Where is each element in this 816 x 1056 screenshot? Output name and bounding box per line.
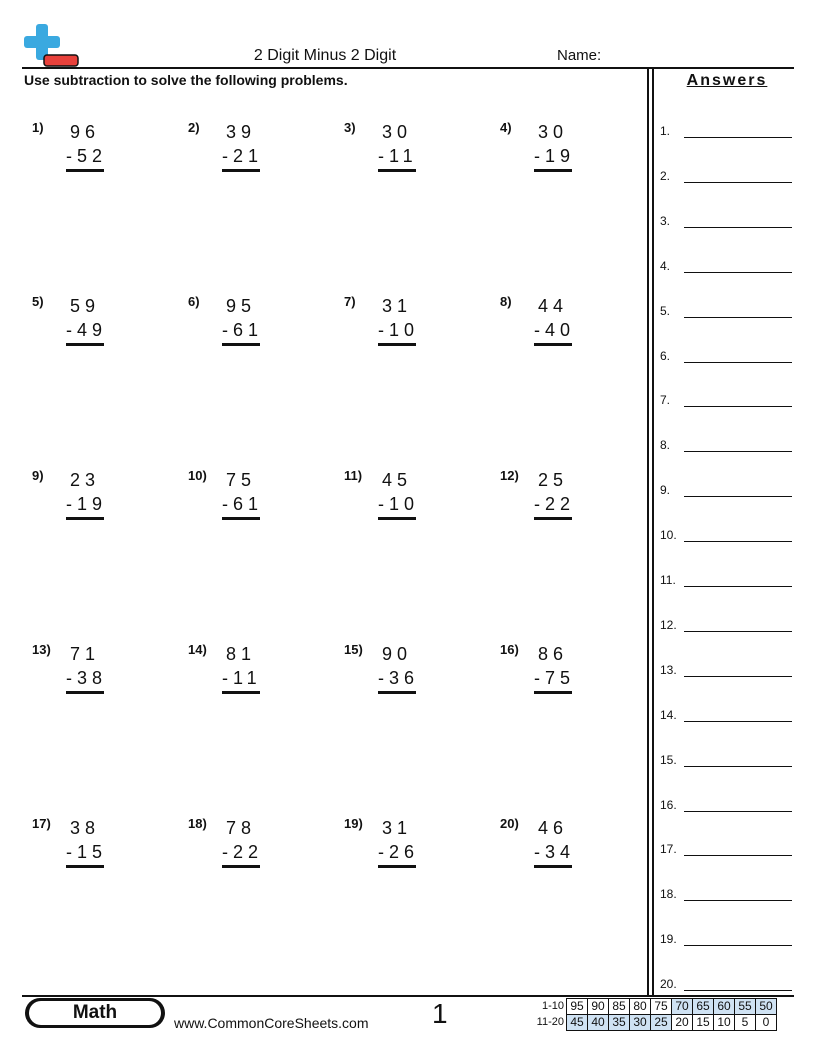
score-key-cell: 0	[756, 1015, 777, 1031]
answer-number: 10.	[660, 528, 677, 543]
problem-number: 20)	[500, 816, 519, 831]
answer-underline	[222, 691, 260, 694]
problem-18	[188, 816, 298, 876]
problem-8	[500, 294, 610, 354]
answer-number: 15.	[660, 752, 677, 767]
minuend: 86	[538, 644, 569, 664]
answer-blank[interactable]	[684, 676, 792, 677]
answer-blank[interactable]	[684, 496, 792, 497]
minuend: 75	[226, 470, 257, 490]
problem-number: 9)	[32, 468, 44, 483]
answer-number: 7.	[660, 393, 671, 408]
score-key-cell: 55	[735, 999, 756, 1015]
problem-number: 4)	[500, 120, 512, 135]
answer-underline	[222, 169, 260, 172]
score-key-row	[530, 1015, 777, 1031]
answer-number: 18.	[660, 887, 677, 902]
footer-divider	[22, 995, 794, 997]
subtrahend: -34	[534, 842, 576, 862]
subject-badge	[25, 998, 165, 1028]
subject-label: Math	[29, 1001, 161, 1025]
answer-blank[interactable]	[684, 272, 792, 273]
answer-row-3	[660, 210, 792, 230]
answer-underline	[222, 865, 260, 868]
minuend: 30	[382, 122, 413, 142]
answer-blank[interactable]	[684, 631, 792, 632]
answer-row-4	[660, 255, 792, 275]
answer-blank[interactable]	[684, 855, 792, 856]
answer-row-20	[660, 973, 792, 993]
answer-column-divider	[652, 67, 654, 996]
problem-number: 15)	[344, 642, 363, 657]
answer-number: 14.	[660, 707, 677, 722]
subtrahend: -40	[534, 320, 576, 340]
problem-11	[344, 468, 454, 528]
score-key-range: 11-20	[536, 1016, 564, 1028]
score-key-cell: 90	[588, 999, 609, 1015]
answer-number: 16.	[660, 797, 677, 812]
answer-underline	[534, 169, 572, 172]
answer-blank[interactable]	[684, 182, 792, 183]
answer-underline	[534, 343, 572, 346]
answer-row-12	[660, 614, 792, 634]
answer-underline	[378, 865, 416, 868]
answer-row-9	[660, 479, 792, 499]
problem-number: 5)	[32, 294, 44, 309]
minuend: 38	[70, 818, 101, 838]
minuend: 39	[226, 122, 257, 142]
problem-17	[32, 816, 142, 876]
problem-number: 6)	[188, 294, 200, 309]
answer-row-14	[660, 704, 792, 724]
subtrahend: -49	[66, 320, 108, 340]
subtrahend: -22	[222, 842, 264, 862]
problem-19	[344, 816, 454, 876]
answer-blank[interactable]	[684, 900, 792, 901]
subtrahend: -52	[66, 146, 108, 166]
subtrahend: -10	[378, 494, 420, 514]
score-key-row	[530, 999, 777, 1015]
problem-7	[344, 294, 454, 354]
answer-number: 11.	[660, 573, 676, 587]
problem-14	[188, 642, 298, 702]
subtrahend: -61	[222, 494, 264, 514]
minuend: 95	[226, 296, 257, 316]
minuend: 46	[538, 818, 569, 838]
problem-9	[32, 468, 142, 528]
answer-underline	[534, 865, 572, 868]
problem-number: 13)	[32, 642, 51, 657]
answer-row-16	[660, 794, 792, 814]
subtrahend: -38	[66, 668, 108, 688]
subtrahend: -61	[222, 320, 264, 340]
answer-row-5	[660, 300, 792, 320]
answer-row-13	[660, 659, 792, 679]
answer-number: 17.	[660, 842, 677, 857]
page-number: 1	[432, 998, 448, 1029]
problem-number: 12)	[500, 468, 519, 483]
worksheet-title: 2 Digit Minus 2 Digit	[253, 47, 397, 64]
answer-number: 19.	[660, 932, 677, 947]
answer-row-7	[660, 389, 792, 409]
answer-blank[interactable]	[684, 362, 792, 363]
answer-underline	[222, 343, 260, 346]
problem-number: 17)	[32, 816, 51, 831]
problem-number: 10)	[188, 468, 207, 483]
subtrahend: -22	[534, 494, 576, 514]
score-key-cell: 10	[714, 1015, 735, 1031]
problem-number: 7)	[344, 294, 356, 309]
score-key-cell: 35	[609, 1015, 630, 1031]
problem-number: 11)	[344, 468, 363, 483]
subtrahend: -21	[222, 146, 264, 166]
score-key-cell: 5	[735, 1015, 756, 1031]
answer-blank[interactable]	[684, 811, 792, 812]
answer-number: 1.	[660, 124, 671, 138]
subtrahend: -15	[66, 842, 108, 862]
problem-4	[500, 120, 610, 180]
answer-row-15	[660, 749, 792, 769]
answer-row-1	[660, 120, 792, 140]
answer-blank[interactable]	[684, 406, 792, 407]
score-key-cell: 15	[693, 1015, 714, 1031]
problem-number: 8)	[500, 294, 512, 309]
answer-number: 9.	[660, 483, 671, 498]
problem-10	[188, 468, 298, 528]
answer-underline	[534, 517, 572, 520]
problem-number: 2)	[188, 120, 200, 135]
minuend: 78	[226, 818, 257, 838]
answer-underline	[222, 517, 260, 520]
score-key-cell: 60	[714, 999, 735, 1015]
problem-1	[32, 120, 142, 180]
answer-number: 20.	[660, 977, 677, 992]
answer-number: 4.	[660, 258, 671, 273]
score-key-cell: 25	[651, 1015, 672, 1031]
answer-blank[interactable]	[684, 227, 792, 228]
problem-5	[32, 294, 142, 354]
answer-underline	[378, 691, 416, 694]
score-key-cell: 40	[588, 1015, 609, 1031]
problem-20	[500, 816, 610, 876]
subtrahend: -11	[378, 146, 418, 166]
answer-blank[interactable]	[684, 541, 792, 542]
answer-number: 8.	[660, 438, 671, 453]
score-key-cell: 70	[672, 999, 693, 1015]
answer-row-17	[660, 838, 792, 858]
answer-blank[interactable]	[684, 766, 792, 767]
answer-underline	[378, 517, 416, 520]
answer-number: 3.	[660, 213, 671, 228]
minuend: 90	[382, 644, 413, 664]
answer-underline	[378, 169, 416, 172]
subtrahend: -75	[534, 668, 576, 688]
answer-underline	[66, 169, 104, 172]
answer-number: 12.	[660, 617, 677, 632]
answer-number: 2.	[660, 168, 671, 183]
minuend: 31	[382, 818, 413, 838]
score-key-cell: 80	[630, 999, 651, 1015]
answer-number: 13.	[660, 662, 677, 677]
website-link[interactable]: www.CommonCoreSheets.com	[174, 1015, 369, 1031]
subtrahend: -36	[378, 668, 420, 688]
score-key-cell: 30	[630, 1015, 651, 1031]
instructions: Use subtraction to solve the following problems.	[24, 72, 348, 88]
problem-number: 18)	[188, 816, 207, 831]
subtrahend: -19	[66, 494, 108, 514]
problem-13	[32, 642, 142, 702]
answer-underline	[66, 691, 104, 694]
answer-row-19	[660, 928, 792, 948]
minuend: 71	[70, 644, 101, 664]
answer-underline	[66, 343, 104, 346]
score-key-cell: 50	[756, 999, 777, 1015]
problem-number: 19)	[344, 816, 363, 831]
score-key-range: 1-10	[541, 1000, 564, 1012]
problem-16	[500, 642, 610, 702]
answer-row-6	[660, 345, 792, 365]
minuend: 96	[70, 122, 101, 142]
header-divider	[22, 67, 794, 69]
minuend: 59	[70, 296, 101, 316]
subtrahend: -26	[378, 842, 420, 862]
score-key-cell: 95	[567, 999, 588, 1015]
minuend: 30	[538, 122, 569, 142]
answer-underline	[66, 517, 104, 520]
problem-6	[188, 294, 298, 354]
answer-blank[interactable]	[684, 586, 792, 587]
problem-3	[344, 120, 454, 180]
score-key-table	[530, 998, 777, 1031]
minuend: 25	[538, 470, 569, 490]
answer-number: 5.	[660, 303, 671, 318]
score-key-cell: 65	[693, 999, 714, 1015]
score-key-cell: 85	[609, 999, 630, 1015]
answer-column-divider	[647, 67, 649, 996]
problem-number: 3)	[344, 120, 356, 135]
minuend: 23	[70, 470, 101, 490]
minuend: 44	[538, 296, 569, 316]
answer-row-8	[660, 434, 792, 454]
answer-blank[interactable]	[684, 317, 792, 318]
answer-row-11	[660, 569, 792, 589]
subtrahend: -11	[222, 668, 262, 688]
name-label: Name:	[557, 47, 602, 64]
answer-underline	[534, 691, 572, 694]
subtrahend: -10	[378, 320, 420, 340]
answer-underline	[378, 343, 416, 346]
answer-blank[interactable]	[684, 945, 792, 946]
answer-row-2	[660, 165, 792, 185]
answer-row-10	[660, 524, 792, 544]
answer-blank[interactable]	[684, 137, 792, 138]
answer-row-18	[660, 883, 792, 903]
answers-heading: Answers	[686, 72, 768, 89]
answer-underline	[66, 865, 104, 868]
minuend: 81	[226, 644, 257, 664]
minuend: 45	[382, 470, 413, 490]
subtrahend: -19	[534, 146, 576, 166]
minuend: 31	[382, 296, 413, 316]
problem-number: 14)	[188, 642, 207, 657]
answer-number: 6.	[660, 348, 671, 363]
score-key-cell: 75	[651, 999, 672, 1015]
problem-12	[500, 468, 610, 528]
answer-blank[interactable]	[684, 990, 792, 991]
answer-blank[interactable]	[684, 451, 792, 452]
answer-blank[interactable]	[684, 721, 792, 722]
score-key-cell: 45	[567, 1015, 588, 1031]
problem-number: 16)	[500, 642, 519, 657]
problem-2	[188, 120, 298, 180]
problem-15	[344, 642, 454, 702]
problem-number: 1)	[32, 120, 44, 135]
score-key-cell: 20	[672, 1015, 693, 1031]
